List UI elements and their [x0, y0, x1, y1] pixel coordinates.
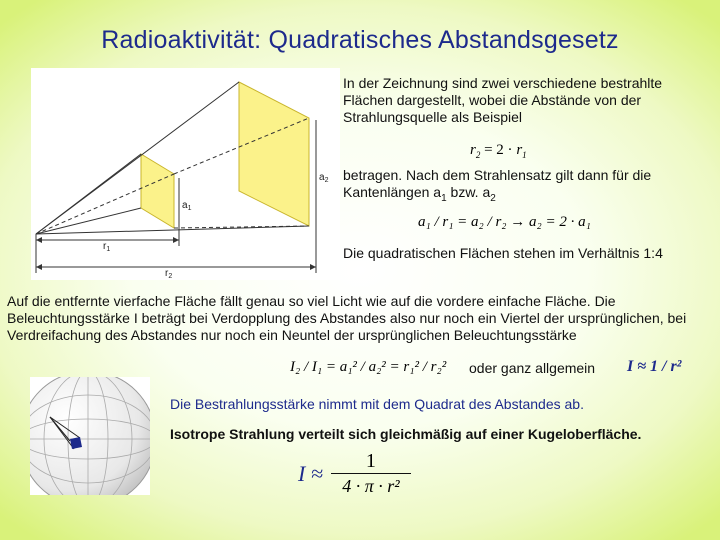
label-r2: $r_2$	[165, 268, 173, 280]
beleuchtung-paragraph: Auf die entfernte vierfache Fläche fällt genau so viel Licht wie auf die vordere einfache Fläche. Die Beleuchtungsstärke I beträgt bei Verdopplung des Abstandes also nur noch ein Viertel der ursprünglichen, bei Verdreifachung des Abstandes nur noch ein Neuntel der ursprünglichen Beleuchtungsstärke	[7, 293, 687, 343]
large-plane	[239, 82, 309, 226]
connector-text: oder ganz allgemein	[469, 360, 596, 376]
label-a2: $a_2$	[319, 172, 329, 184]
statement-bold: Isotrope Strahlung verteilt sich gleichmäßig auf einer Kugeloberfläche.	[170, 426, 642, 442]
intro-paragraph: In der Zeichnung sind zwei verschiedene bestrahlte Flächen dargestellt, wobei die Abstände von der Strahlungsquelle als Beispiel	[343, 75, 663, 125]
page-title: Radioaktivität: Quadratisches Abstandsgesetz	[101, 26, 619, 54]
formula-sphere-lhs: I ≈	[298, 460, 323, 486]
formula-sphere-fraction	[331, 450, 411, 497]
formula-r2-r1: $r_2 = 2 \cdot r_1$	[470, 142, 527, 160]
surface-patch	[70, 437, 82, 449]
small-plane	[141, 154, 174, 228]
label-r1: $r_1$	[103, 241, 111, 253]
formula-ratio-a: a₁ / r₁ = a₂ / r₂ → a₂ = 2 · a₁	[418, 214, 591, 230]
inverse-square-diagram	[31, 68, 340, 280]
fraction-numerator: 1	[331, 450, 411, 474]
sphere-svg	[30, 377, 150, 495]
formula-intensity-ratio: I₂ / I₁ = a₁² / a₂² = r₁² / r₂²	[290, 359, 447, 375]
diagram-svg	[31, 68, 340, 280]
formula-sphere	[298, 450, 411, 497]
fraction-denominator: 4 · π · r²	[342, 476, 400, 496]
ratio-paragraph: Die quadratischen Flächen stehen im Verhältnis 1:4	[343, 245, 663, 261]
arrowheads	[36, 237, 316, 270]
kantenlaengen-paragraph: betragen. Nach dem Strahlensatz gilt dann für die Kantenlängen $a_1$ bzw. $a_2$	[343, 167, 652, 204]
label-a1: $a_1$	[182, 200, 192, 212]
formula-general: I ≈ 1 / r²	[627, 358, 682, 375]
statement-blue: Die Bestrahlungsstärke nimmt mit dem Quadrat des Abstandes ab.	[170, 396, 584, 412]
sphere-illustration	[30, 377, 150, 495]
